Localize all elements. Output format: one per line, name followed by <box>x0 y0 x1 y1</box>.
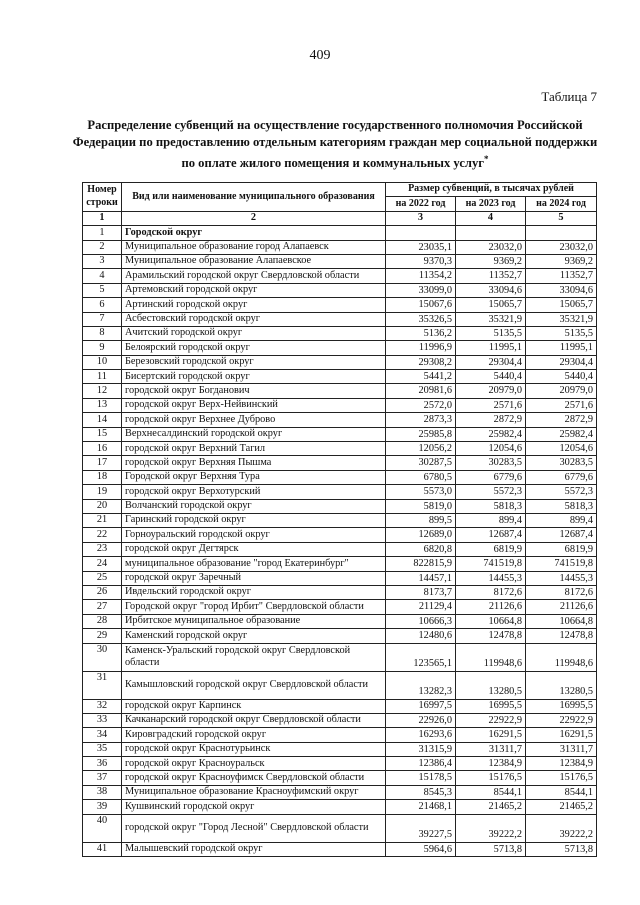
amount-2023: 12384,9 <box>456 757 526 771</box>
table-row <box>83 785 597 799</box>
amount-2023: 16995,5 <box>456 699 526 713</box>
amount-2024: 11995,1 <box>526 341 597 355</box>
amount-2023: 39222,2 <box>456 814 526 842</box>
amount-2022: 12689,0 <box>386 528 456 542</box>
row-number: 40 <box>83 814 122 842</box>
municipality-name: Малышевский городской округ <box>122 842 386 856</box>
municipality-name: городской округ Красноуральск <box>122 757 386 771</box>
amount-2023: 899,4 <box>456 513 526 527</box>
header-year-2023: на 2023 год <box>456 197 526 211</box>
header-row-number: Номер строки <box>83 183 122 212</box>
municipality-name: Каменский городской округ <box>122 629 386 643</box>
table-row <box>83 814 597 842</box>
amount-2024: 22922,9 <box>526 713 597 727</box>
amount-2024: 10664,8 <box>526 614 597 628</box>
municipality-name: Белоярский городской округ <box>122 341 386 355</box>
municipality-name: городской округ Краснотурьинск <box>122 742 386 756</box>
table-row <box>83 614 597 628</box>
amount-2023: 11352,7 <box>456 269 526 283</box>
table-row <box>83 283 597 297</box>
amount-2023: 20979,0 <box>456 384 526 398</box>
page-number: 409 <box>309 48 331 63</box>
municipality-name: Горноуральский городской округ <box>122 528 386 542</box>
amount-2022: 16997,5 <box>386 699 456 713</box>
amount-2024: 12054,6 <box>526 442 597 456</box>
municipality-name: Ирбитское муниципальное образование <box>122 614 386 628</box>
row-number: 35 <box>83 742 122 756</box>
amount-2023: 5440,4 <box>456 370 526 384</box>
row-number: 28 <box>83 614 122 628</box>
municipality-name: Муниципальное образование Алапаевское <box>122 254 386 268</box>
amount-2024: 11352,7 <box>526 269 597 283</box>
amount-2023: 15065,7 <box>456 298 526 312</box>
amount-2024: 899,4 <box>526 513 597 527</box>
amount-2024: 23032,0 <box>526 240 597 254</box>
row-number: 10 <box>83 355 122 369</box>
amount-2024: 15176,5 <box>526 771 597 785</box>
municipality-name: Арамильский городской округ Свердловской области <box>122 269 386 283</box>
amount-2022: 5441,2 <box>386 370 456 384</box>
table-row <box>83 485 597 499</box>
table-row <box>83 355 597 369</box>
amount-2022: 11354,2 <box>386 269 456 283</box>
amount-2022: 5819,0 <box>386 499 456 513</box>
row-number: 5 <box>83 283 122 297</box>
table-row <box>83 398 597 412</box>
row-number: 27 <box>83 600 122 614</box>
amount-2023: 5135,5 <box>456 326 526 340</box>
document-title <box>70 117 600 172</box>
table-row <box>83 384 597 398</box>
municipality-name: городской округ Красноуфимск Свердловской области <box>122 771 386 785</box>
municipality-name: Кировградский городской округ <box>122 728 386 742</box>
column-index: 4 <box>456 211 526 225</box>
row-number: 15 <box>83 427 122 441</box>
amount-2024: 21465,2 <box>526 800 597 814</box>
column-index: 2 <box>122 211 386 225</box>
amount-2023: 31311,7 <box>456 742 526 756</box>
municipality-name: городской округ Заречный <box>122 571 386 585</box>
amount-2023: 12054,6 <box>456 442 526 456</box>
row-number: 2 <box>83 240 122 254</box>
amount-2023: 13280,5 <box>456 671 526 699</box>
amount-2022: 8545,3 <box>386 785 456 799</box>
amount-2022: 6780,5 <box>386 470 456 484</box>
amount-2024: 25982,4 <box>526 427 597 441</box>
table-row <box>83 771 597 785</box>
table-row <box>83 413 597 427</box>
row-number: 16 <box>83 442 122 456</box>
table-label: Таблица 7 <box>541 89 597 104</box>
municipality-name: Камышловский городской округ Свердловской области <box>122 671 386 699</box>
column-index: 1 <box>83 211 122 225</box>
table-row <box>83 326 597 340</box>
municipality-name: Волчанский городской округ <box>122 499 386 513</box>
amount-2023: 35321,9 <box>456 312 526 326</box>
row-number: 17 <box>83 456 122 470</box>
amount-2022: 11996,9 <box>386 341 456 355</box>
amount-2022: 822815,9 <box>386 557 456 571</box>
municipality-name: городской округ Верхняя Пышма <box>122 456 386 470</box>
amount-2023: 29304,4 <box>456 355 526 369</box>
amount-2022: 5964,6 <box>386 842 456 856</box>
municipality-name: муниципальное образование "город Екатеринбург" <box>122 557 386 571</box>
amount-2022: 14457,1 <box>386 571 456 585</box>
table-row <box>83 240 597 254</box>
table-row <box>83 542 597 556</box>
table-row <box>83 427 597 441</box>
municipality-name: Артемовский городской округ <box>122 283 386 297</box>
header-year-2022: на 2022 год <box>386 197 456 211</box>
amount-2024: 21126,6 <box>526 600 597 614</box>
amount-2022: 15067,6 <box>386 298 456 312</box>
municipality-name: городской округ Дегтярск <box>122 542 386 556</box>
amount-2023: 9369,2 <box>456 254 526 268</box>
table-row <box>83 456 597 470</box>
row-number: 23 <box>83 542 122 556</box>
amount-2024: 39222,2 <box>526 814 597 842</box>
amount-2023: 15176,5 <box>456 771 526 785</box>
table-row <box>83 600 597 614</box>
amount-2022: 25985,8 <box>386 427 456 441</box>
amount-2024: 5572,3 <box>526 485 597 499</box>
amount-2024: 8172,6 <box>526 585 597 599</box>
amount-2022: 35326,5 <box>386 312 456 326</box>
municipality-name: городской округ Верх-Нейвинский <box>122 398 386 412</box>
amount-2022: 13282,3 <box>386 671 456 699</box>
row-number: 14 <box>83 413 122 427</box>
header-amount: Размер субвенций, в тысячах рублей <box>386 183 597 197</box>
row-number: 21 <box>83 513 122 527</box>
amount-2022: 23035,1 <box>386 240 456 254</box>
amount-2024: 5440,4 <box>526 370 597 384</box>
amount-2022: 123565,1 <box>386 643 456 671</box>
municipality-name: Бисертский городской округ <box>122 370 386 384</box>
row-number: 25 <box>83 571 122 585</box>
row-number: 33 <box>83 713 122 727</box>
amount-2022: 5573,0 <box>386 485 456 499</box>
amount-2023: 2571,6 <box>456 398 526 412</box>
amount-2022: 9370,3 <box>386 254 456 268</box>
amount-2022: 30287,5 <box>386 456 456 470</box>
amount-2023: 8544,1 <box>456 785 526 799</box>
amount-2023: 23032,0 <box>456 240 526 254</box>
municipality-name: Ачитский городской округ <box>122 326 386 340</box>
municipality-name: Муниципальное образование Красноуфимский округ <box>122 785 386 799</box>
amount-2023: 5572,3 <box>456 485 526 499</box>
amount-2022: 5136,2 <box>386 326 456 340</box>
amount-2024: 16995,5 <box>526 699 597 713</box>
amount-2023: 22922,9 <box>456 713 526 727</box>
header-row <box>83 183 597 197</box>
table-body <box>83 226 597 857</box>
amount-2024: 6819,9 <box>526 542 597 556</box>
column-index-row <box>83 211 597 225</box>
amount-2022: 29308,2 <box>386 355 456 369</box>
table-row <box>83 557 597 571</box>
amount-2022: 16293,6 <box>386 728 456 742</box>
municipality-name: Городской округ <box>122 226 386 240</box>
table-row <box>83 442 597 456</box>
amount-2023: 12687,4 <box>456 528 526 542</box>
row-number: 20 <box>83 499 122 513</box>
row-number: 22 <box>83 528 122 542</box>
row-number: 18 <box>83 470 122 484</box>
amount-2024: 31311,7 <box>526 742 597 756</box>
row-number: 29 <box>83 629 122 643</box>
municipality-name: Кушвинский городской округ <box>122 800 386 814</box>
table-row <box>83 800 597 814</box>
amount-2022: 15178,5 <box>386 771 456 785</box>
municipality-name: городской округ Верхнее Дуброво <box>122 413 386 427</box>
amount-2024: 9369,2 <box>526 254 597 268</box>
table-row <box>83 842 597 856</box>
table-row <box>83 671 597 699</box>
amount-2024: 2571,6 <box>526 398 597 412</box>
amount-2023: 119948,6 <box>456 643 526 671</box>
amount-2022: 12386,4 <box>386 757 456 771</box>
amount-2022: 21468,1 <box>386 800 456 814</box>
amount-2023 <box>456 226 526 240</box>
amount-2022: 31315,9 <box>386 742 456 756</box>
amount-2022: 2572,0 <box>386 398 456 412</box>
table-row <box>83 254 597 268</box>
municipality-name: Гаринский городской округ <box>122 513 386 527</box>
municipality-name: городской округ Верхний Тагил <box>122 442 386 456</box>
column-index: 3 <box>386 211 456 225</box>
municipality-name: Березовский городской округ <box>122 355 386 369</box>
row-number: 32 <box>83 699 122 713</box>
table-row <box>83 699 597 713</box>
amount-2024: 5135,5 <box>526 326 597 340</box>
row-number: 9 <box>83 341 122 355</box>
municipality-name: городской округ Карпинск <box>122 699 386 713</box>
amount-2024: 16291,5 <box>526 728 597 742</box>
table-row <box>83 528 597 542</box>
table-row <box>83 499 597 513</box>
amount-2023: 2872,9 <box>456 413 526 427</box>
amount-2022: 2873,3 <box>386 413 456 427</box>
amount-2022: 33099,0 <box>386 283 456 297</box>
table-row <box>83 298 597 312</box>
table-row <box>83 470 597 484</box>
table-row <box>83 643 597 671</box>
table-row <box>83 629 597 643</box>
amount-2024: 30283,5 <box>526 456 597 470</box>
row-number: 7 <box>83 312 122 326</box>
amount-2023: 741519,8 <box>456 557 526 571</box>
amount-2023: 11995,1 <box>456 341 526 355</box>
row-number: 4 <box>83 269 122 283</box>
municipality-name: Муниципальное образование город Алапаевск <box>122 240 386 254</box>
amount-2023: 8172,6 <box>456 585 526 599</box>
amount-2022: 10666,3 <box>386 614 456 628</box>
table-row <box>83 571 597 585</box>
municipality-name: Городской округ Верхняя Тура <box>122 470 386 484</box>
row-number: 30 <box>83 643 122 671</box>
amount-2023: 21465,2 <box>456 800 526 814</box>
table-header <box>83 183 597 226</box>
header-year-2024: на 2024 год <box>526 197 597 211</box>
municipality-name: Ивдельский городской округ <box>122 585 386 599</box>
amount-2022: 21129,4 <box>386 600 456 614</box>
table-row <box>83 370 597 384</box>
municipality-name: Верхнесалдинский городской округ <box>122 427 386 441</box>
municipality-name: городской округ Верхотурский <box>122 485 386 499</box>
row-number: 13 <box>83 398 122 412</box>
municipality-name: Артинский городской округ <box>122 298 386 312</box>
amount-2022: 22926,0 <box>386 713 456 727</box>
title-text: Распределение субвенций на осуществление государственного полномочия Российской Федерации по предоставлению отдельным категориям граждан мер социальной поддержки по оплате жилого помещения и коммунальных услуг <box>72 118 598 171</box>
row-number: 36 <box>83 757 122 771</box>
row-number: 37 <box>83 771 122 785</box>
amount-2024: 13280,5 <box>526 671 597 699</box>
amount-2024: 741519,8 <box>526 557 597 571</box>
row-number: 19 <box>83 485 122 499</box>
amount-2024: 119948,6 <box>526 643 597 671</box>
table-row <box>83 757 597 771</box>
amount-2023: 5713,8 <box>456 842 526 856</box>
amount-2023: 6779,6 <box>456 470 526 484</box>
amount-2022 <box>386 226 456 240</box>
table-row <box>83 513 597 527</box>
municipality-name: Городской округ "город Ирбит" Свердловской области <box>122 600 386 614</box>
table-row <box>83 742 597 756</box>
amount-2024: 12384,9 <box>526 757 597 771</box>
table-row <box>83 341 597 355</box>
column-index: 5 <box>526 211 597 225</box>
amount-2022: 20981,6 <box>386 384 456 398</box>
row-number: 1 <box>83 226 122 240</box>
amount-2024: 15065,7 <box>526 298 597 312</box>
amount-2024: 12478,8 <box>526 629 597 643</box>
row-number: 12 <box>83 384 122 398</box>
subsidies-table <box>82 182 597 857</box>
table-row <box>83 226 597 240</box>
amount-2024: 14455,3 <box>526 571 597 585</box>
row-number: 41 <box>83 842 122 856</box>
amount-2024: 29304,4 <box>526 355 597 369</box>
amount-2024: 2872,9 <box>526 413 597 427</box>
amount-2023: 10664,8 <box>456 614 526 628</box>
amount-2022: 6820,8 <box>386 542 456 556</box>
row-number: 26 <box>83 585 122 599</box>
row-number: 24 <box>83 557 122 571</box>
table-row <box>83 269 597 283</box>
amount-2024 <box>526 226 597 240</box>
amount-2023: 30283,5 <box>456 456 526 470</box>
row-number: 38 <box>83 785 122 799</box>
amount-2022: 8173,7 <box>386 585 456 599</box>
amount-2023: 5818,3 <box>456 499 526 513</box>
title-footnote-mark: * <box>484 154 489 164</box>
amount-2022: 12480,6 <box>386 629 456 643</box>
row-number: 31 <box>83 671 122 699</box>
amount-2024: 33094,6 <box>526 283 597 297</box>
row-number: 8 <box>83 326 122 340</box>
amount-2023: 6819,9 <box>456 542 526 556</box>
amount-2023: 33094,6 <box>456 283 526 297</box>
amount-2024: 5713,8 <box>526 842 597 856</box>
amount-2024: 20979,0 <box>526 384 597 398</box>
amount-2023: 21126,6 <box>456 600 526 614</box>
table-row <box>83 728 597 742</box>
amount-2023: 16291,5 <box>456 728 526 742</box>
row-number: 11 <box>83 370 122 384</box>
table-row <box>83 713 597 727</box>
header-municipality: Вид или наименование муниципального образования <box>122 183 386 212</box>
table-row <box>83 312 597 326</box>
amount-2022: 899,5 <box>386 513 456 527</box>
table-row <box>83 585 597 599</box>
row-number: 34 <box>83 728 122 742</box>
amount-2022: 12056,2 <box>386 442 456 456</box>
amount-2024: 35321,9 <box>526 312 597 326</box>
municipality-name: Асбестовский городской округ <box>122 312 386 326</box>
amount-2024: 5818,3 <box>526 499 597 513</box>
amount-2024: 8544,1 <box>526 785 597 799</box>
amount-2024: 12687,4 <box>526 528 597 542</box>
amount-2023: 25982,4 <box>456 427 526 441</box>
municipality-name: городской округ Богданович <box>122 384 386 398</box>
amount-2022: 39227,5 <box>386 814 456 842</box>
row-number: 6 <box>83 298 122 312</box>
amount-2024: 6779,6 <box>526 470 597 484</box>
municipality-name: Качканарский городской округ Свердловской области <box>122 713 386 727</box>
row-number: 3 <box>83 254 122 268</box>
municipality-name: городской округ "Город Лесной" Свердловской области <box>122 814 386 842</box>
amount-2023: 14455,3 <box>456 571 526 585</box>
amount-2023: 12478,8 <box>456 629 526 643</box>
row-number: 39 <box>83 800 122 814</box>
municipality-name: Каменск-Уральский городской округ Свердловской области <box>122 643 386 671</box>
